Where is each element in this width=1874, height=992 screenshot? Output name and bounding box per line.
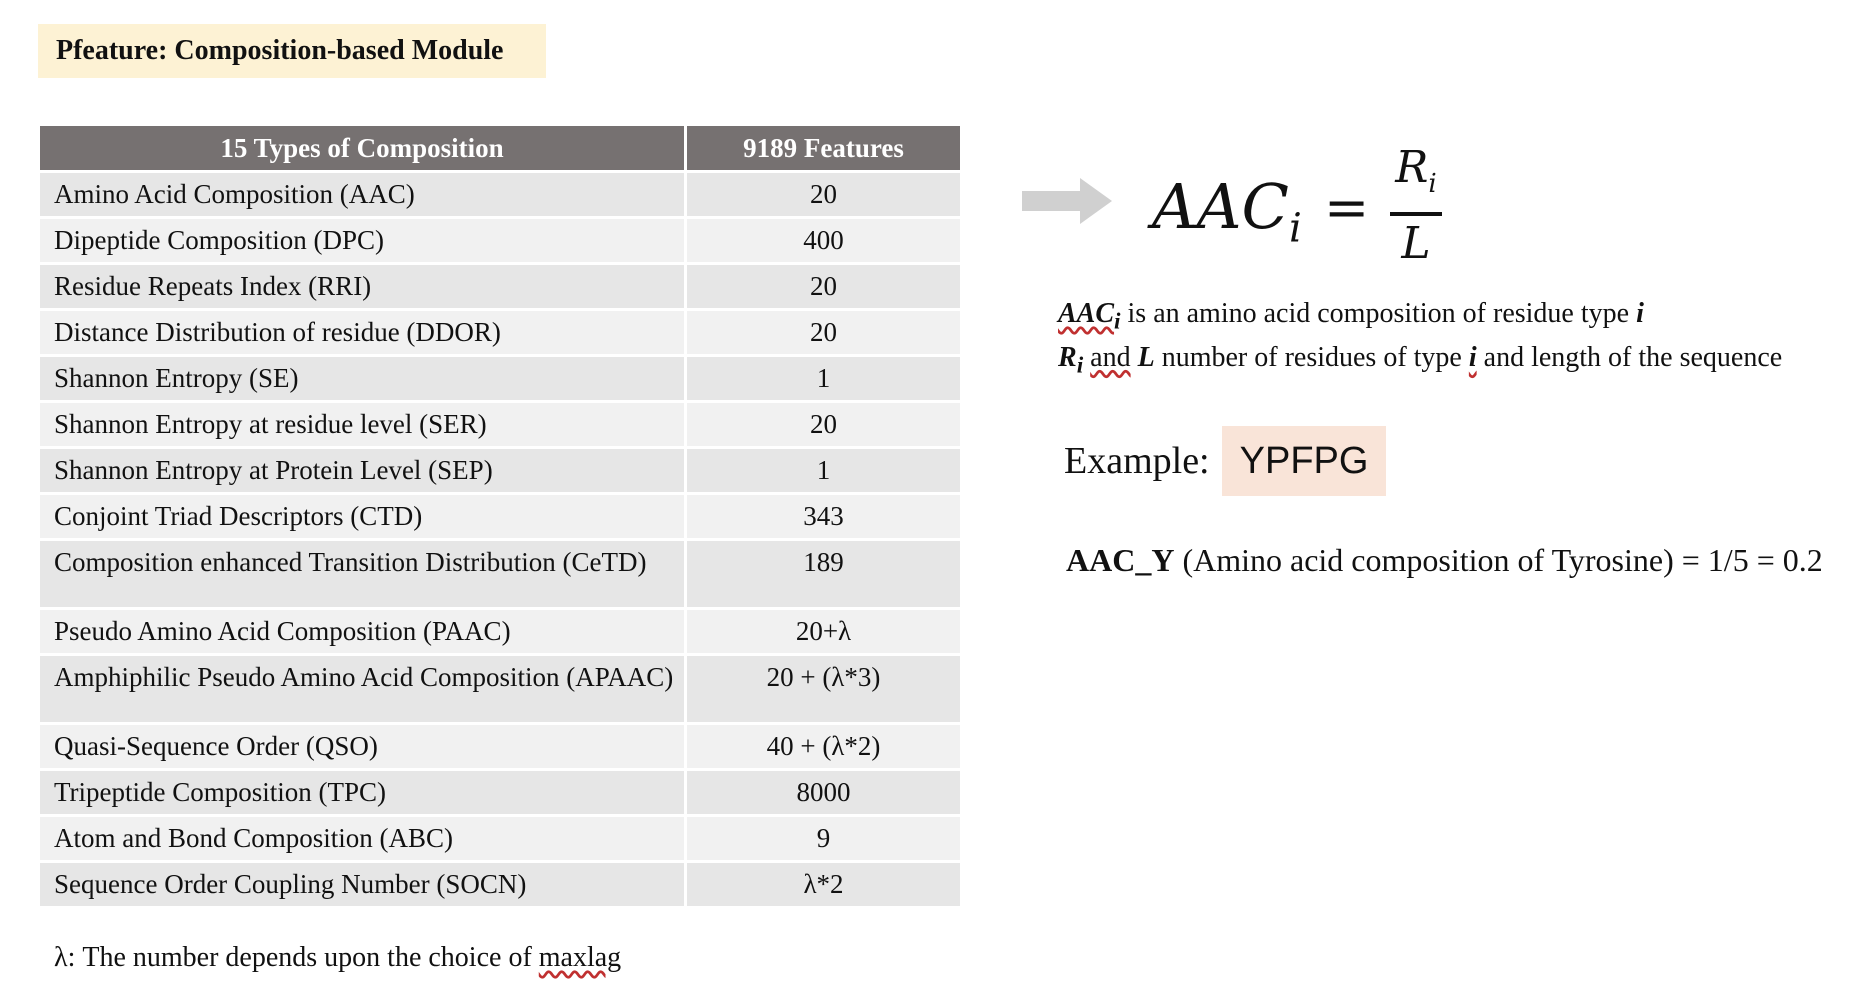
row-value: 189	[686, 540, 961, 609]
row-name: Composition enhanced Transition Distribution (CeTD)	[40, 540, 686, 609]
table-row	[40, 540, 960, 609]
description-line-1: $AAC_i$ is an amino acid composition of residue type i	[1058, 298, 1644, 335]
table-row	[40, 724, 960, 770]
table-header-row	[40, 126, 960, 172]
row-value: 40 + (λ*2)	[686, 724, 961, 770]
right-arrow-icon	[1022, 178, 1112, 224]
composition-table	[40, 126, 960, 906]
table-row	[40, 862, 960, 907]
formula-fraction	[1386, 142, 1446, 270]
table-row	[40, 402, 960, 448]
row-value: 1	[686, 448, 961, 494]
row-value: 20+λ	[686, 609, 961, 655]
fraction-bar	[1390, 212, 1442, 216]
table-row	[40, 264, 960, 310]
table-row	[40, 448, 960, 494]
row-name: Tripeptide Composition (TPC)	[40, 770, 686, 816]
row-value: 343	[686, 494, 961, 540]
example-sequence: YPFPG	[1222, 426, 1387, 496]
table-row	[40, 655, 960, 724]
formula-description	[1058, 296, 1782, 383]
row-value: 20	[686, 310, 961, 356]
formula-denominator: L	[1401, 217, 1431, 269]
lambda-footnote	[54, 942, 621, 974]
example-block	[1064, 426, 1386, 496]
row-name: Dipeptide Composition (DPC)	[40, 218, 686, 264]
table-row	[40, 494, 960, 540]
row-name: Amphiphilic Pseudo Amino Acid Composition (APAAC)	[40, 655, 686, 724]
table-row	[40, 770, 960, 816]
row-value: 1	[686, 356, 961, 402]
table-row	[40, 816, 960, 862]
description-line-2: $R_i$ and L number of residues of type i and length of the sequence	[1058, 341, 1783, 379]
example-label: Example:	[1064, 440, 1210, 482]
row-name: Quasi-Sequence Order (QSO)	[40, 724, 686, 770]
row-value: 8000	[686, 770, 961, 816]
row-value: 20 + (λ*3)	[686, 655, 961, 724]
row-name: Shannon Entropy at residue level (SER)	[40, 402, 686, 448]
row-value: 20	[686, 172, 961, 218]
calc-term: AAC_Y	[1066, 542, 1175, 578]
table-row	[40, 172, 960, 218]
footnote-text: λ: The number depends upon the choice of	[54, 942, 539, 973]
header-types: 15 Types of Composition	[40, 126, 686, 172]
row-value: λ*2	[686, 862, 961, 907]
slide-title: Pfeature: Composition-based Module	[38, 24, 546, 78]
footnote-term: maxlag	[538, 942, 622, 973]
row-name: Pseudo Amino Acid Composition (PAAC)	[40, 609, 686, 655]
arrow-shape	[1022, 178, 1112, 224]
row-value: 20	[686, 264, 961, 310]
table-row	[40, 218, 960, 264]
row-value: 20	[686, 402, 961, 448]
row-name: Shannon Entropy (SE)	[40, 356, 686, 402]
example-calculation	[1066, 542, 1823, 579]
aac-term: $AAC_i$	[1058, 298, 1121, 335]
formula-lhs: $AAC_i$	[1152, 170, 1302, 252]
r-term: $R_i$	[1058, 341, 1084, 379]
formula-numerator: $R_i$	[1395, 142, 1437, 199]
header-features: 9189 Features	[686, 126, 961, 172]
row-name: Sequence Order Coupling Number (SOCN)	[40, 862, 686, 907]
aac-formula	[1152, 142, 1452, 269]
row-name: Conjoint Triad Descriptors (CTD)	[40, 494, 686, 540]
calc-text: (Amino acid composition of Tyrosine) = 1/5 = 0.2	[1174, 542, 1823, 578]
row-name: Distance Distribution of residue (DDOR)	[40, 310, 686, 356]
row-name: Shannon Entropy at Protein Level (SEP)	[40, 448, 686, 494]
row-value: 9	[686, 816, 961, 862]
table-row	[40, 310, 960, 356]
table-row	[40, 356, 960, 402]
row-value: 400	[686, 218, 961, 264]
formula-equals: =	[1324, 176, 1370, 239]
row-name: Atom and Bond Composition (ABC)	[40, 816, 686, 862]
table-row	[40, 609, 960, 655]
row-name: Amino Acid Composition (AAC)	[40, 172, 686, 218]
row-name: Residue Repeats Index (RRI)	[40, 264, 686, 310]
